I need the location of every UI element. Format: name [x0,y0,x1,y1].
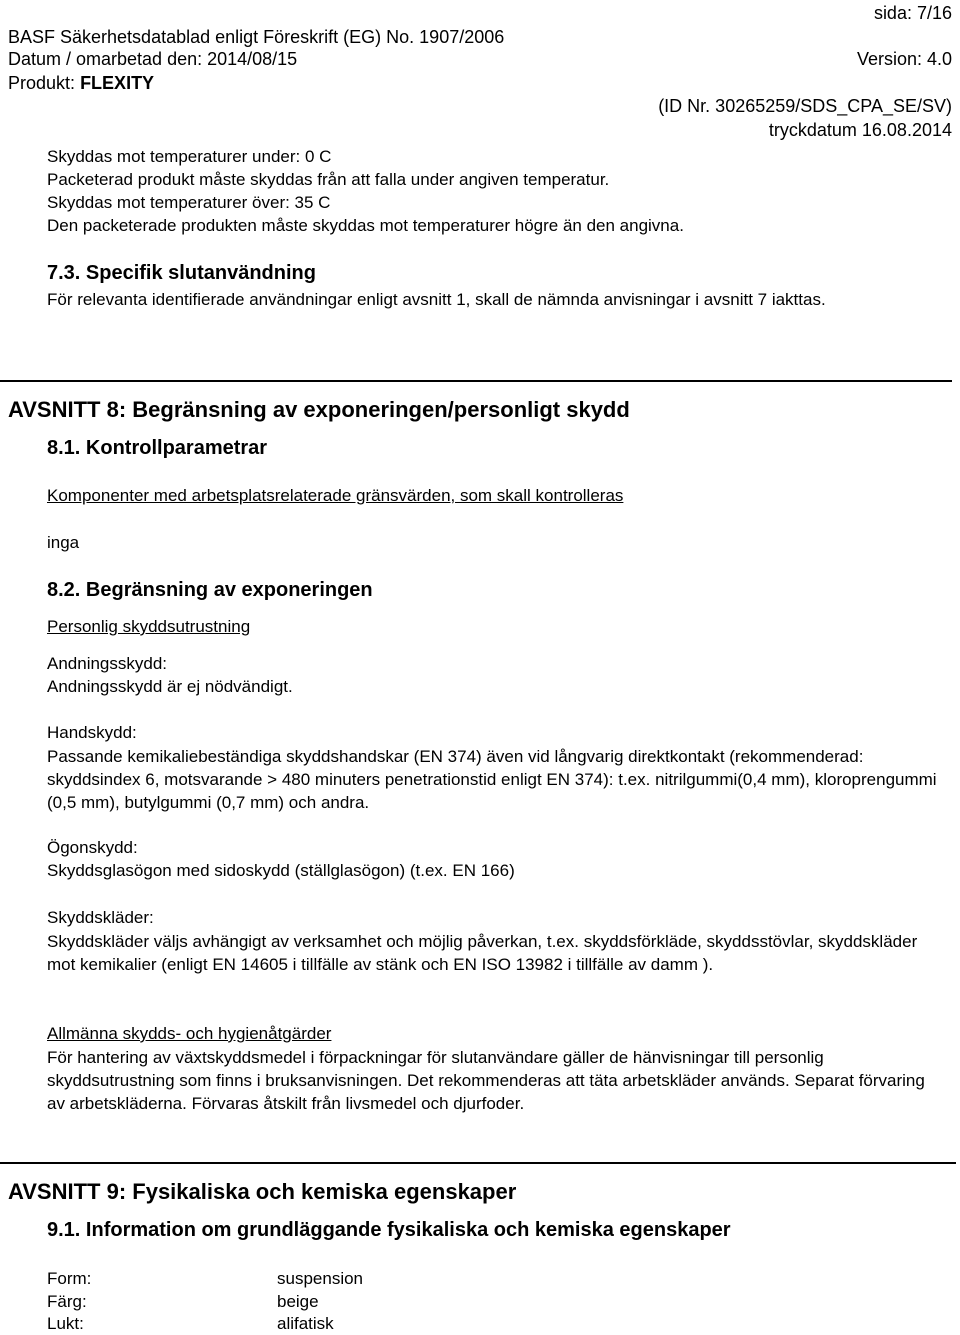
storage-line-1: Skyddas mot temperaturer under: 0 C [47,147,332,166]
section-divider [0,380,952,382]
eye-label: Ögonskydd: [47,838,138,857]
ppe-heading: Personlig skyddsutrustning [47,617,251,636]
property-value: beige [277,1292,319,1311]
hand-label: Handskydd: [47,723,137,742]
respiratory-text: Andningsskydd är ej nödvändigt. [47,677,293,696]
header-product [8,72,154,94]
product-name: FLEXITY [80,73,155,93]
section-8-2-title: 8.2. Begränsning av exponeringen [47,579,373,601]
eye-text: Skyddsglasögon med sidoskydd (ställglasögon) (t.ex. EN 166) [47,861,515,880]
property-label: Färg: [47,1292,87,1311]
components-value: inga [47,533,80,552]
components-heading: Komponenter med arbetsplatsrelaterade gränsvärden, som skall kontrolleras [47,486,624,505]
page-number: sida: 7/16 [873,3,952,23]
section-7-3-title: 7.3. Specifik slutanvändning [47,262,316,284]
section-divider [0,1162,956,1164]
hygiene-text: För hantering av växtskyddsmedel i förpackningar för slutanvändare gäller de hänvisningar till personlig skyddsutrustning som finns i bruksanvisningen. Det rekommenderas att täta arbetskläder används. Separat förvaring av arbetskläderna. Förvaras åtskilt från livsmedel och djurfoder. [47,1048,925,1113]
body-text: Skyddskläder väljs avhängigt av verksamhet och möjlig påverkan, t.ex. skyddsförkläde, skyddsstövlar, skyddskläder mot kemikalier (enligt EN 14605 i tillfälle av stänk och EN ISO 13982 i tillfälle av damm ). [47,932,918,974]
property-label: Form: [47,1269,92,1288]
property-value: alifatisk [277,1314,334,1333]
section-9-1-title: 9.1. Information om grundläggande fysikaliska och kemiska egenskaper [47,1219,731,1241]
storage-line-4: Den packeterade produkten måste skyddas mot temperaturer högre än den angivna. [47,216,684,235]
hand-text: Passande kemikaliebeständiga skyddshandskar (EN 374) även vid långvarig direktkontakt (rekommenderad: skyddsindex 6, motsvarande > 480 minuters penetrationstid enligt EN 374): t.ex. nitrilgummi(0,4 mm), kloroprengummi (0,5 mm), butylgummi (0,7 mm) och andra. [47,747,937,812]
property-label: Lukt: [47,1314,84,1333]
storage-line-2: Packeterad produkt måste skyddas från att falla under angiven temperatur. [47,170,610,189]
respiratory-label: Andningsskydd: [47,654,168,673]
header-regulation: BASF Säkerhetsdatablad enligt Föreskrift (EG) No. 1907/2006 [8,27,505,47]
header-print-date: tryckdatum 16.08.2014 [768,120,952,140]
header-version: Version: 4.0 [856,49,952,69]
product-label: Produkt: [8,73,76,93]
hygiene-heading: Allmänna skydds- och hygienåtgärder [47,1024,332,1043]
section-8-title: AVSNITT 8: Begränsning av exponeringen/personligt skydd [8,397,630,422]
body-label: Skyddskläder: [47,908,154,927]
section-8-1-title: 8.1. Kontrollparametrar [47,437,268,459]
header-date: Datum / omarbetad den: 2014/08/15 [8,49,298,69]
section-9-title: AVSNITT 9: Fysikaliska och kemiska egenskaper [8,1179,517,1204]
header-id: (ID Nr. 30265259/SDS_CPA_SE/SV) [658,96,952,116]
section-7-3-text: För relevanta identifierade användningar enligt avsnitt 1, skall de nämnda anvisningar i avsnitt 7 iakttas. [47,290,826,309]
property-value: suspension [277,1269,364,1288]
storage-line-3: Skyddas mot temperaturer över: 35 C [47,193,331,212]
